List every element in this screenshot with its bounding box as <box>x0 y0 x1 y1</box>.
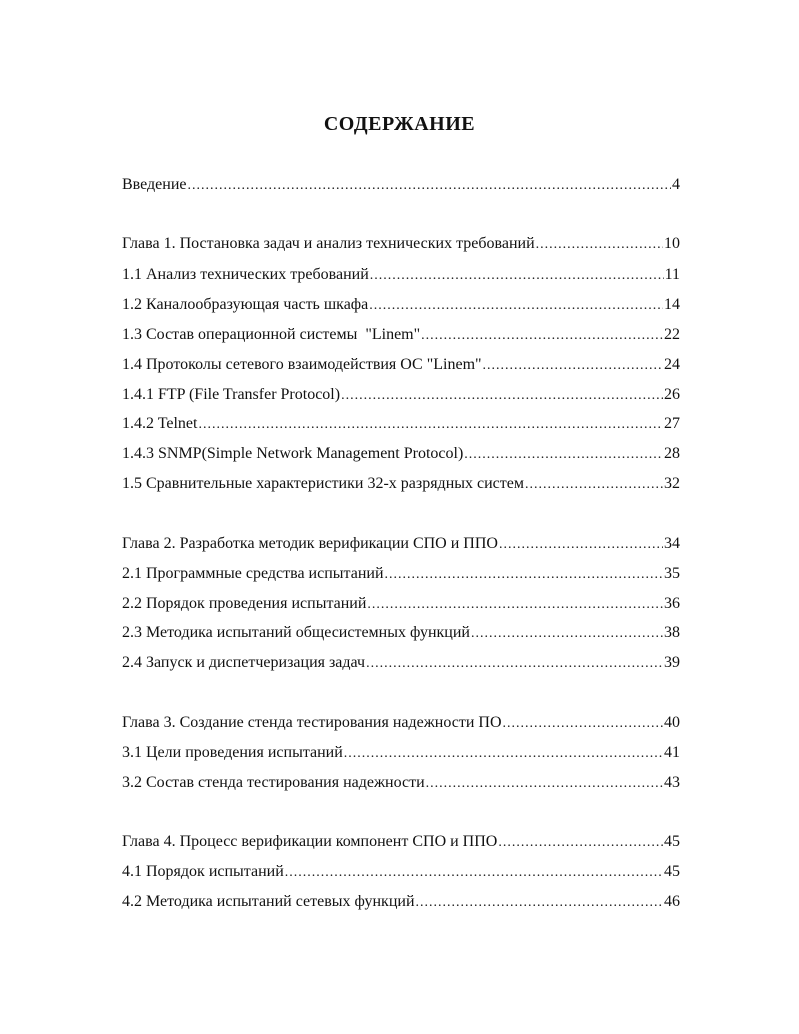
toc-entry-chapter-4 <box>122 832 680 853</box>
toc-entry-2-2 <box>122 594 680 615</box>
dot-leader <box>464 445 663 465</box>
toc-entry-chapter-1 <box>122 234 680 255</box>
dot-leader <box>385 565 663 585</box>
dot-leader <box>366 654 663 674</box>
toc-entry-label: 1.1 Анализ технических требований <box>122 266 369 283</box>
toc-entry-page: 39 <box>664 654 680 671</box>
toc-entry-2-1 <box>122 564 680 585</box>
toc-entry-label: 4.1 Порядок испытаний <box>122 863 284 880</box>
toc-entry-1-2 <box>122 295 680 316</box>
dot-leader <box>198 415 663 435</box>
dot-leader <box>341 386 663 406</box>
toc-entry-chapter-3 <box>122 713 680 734</box>
dot-leader <box>483 356 663 376</box>
toc-entry-page: 28 <box>664 445 680 462</box>
toc-entry-label: 1.4.1 FTP (File Transfer Protocol) <box>122 386 341 403</box>
dot-leader <box>525 475 663 495</box>
dot-leader <box>503 714 663 734</box>
toc-entry-label: 2.1 Программные средства испытаний <box>122 565 384 582</box>
toc-entry-1-4-2 <box>122 414 680 435</box>
toc-entry-page: 38 <box>664 624 680 641</box>
toc-entry-4-1 <box>122 862 680 883</box>
toc-entry-page: 45 <box>664 863 680 880</box>
toc-entry-label: 4.2 Методика испытаний сетевых функций <box>122 893 415 910</box>
toc-entry-1-4-3 <box>122 444 680 465</box>
toc-entry-1-5 <box>122 474 680 495</box>
toc-entry-1-4-1 <box>122 385 680 406</box>
toc-entry-page: 46 <box>664 893 680 910</box>
dot-leader <box>285 863 663 883</box>
toc-entry-2-3 <box>122 623 680 644</box>
toc-entry-label: 2.2 Порядок проведения испытаний <box>122 595 367 612</box>
dot-leader <box>536 235 663 255</box>
dot-leader <box>188 176 672 196</box>
toc-entry-page: 32 <box>664 475 680 492</box>
toc-entry-1-1 <box>122 265 680 286</box>
toc-entry-label: Глава 2. Разработка методик верификации СПО и ППО <box>122 535 498 552</box>
toc-entry-page: 10 <box>664 235 680 252</box>
dot-leader <box>499 535 663 555</box>
toc-entry-label: 1.2 Каналообразующая часть шкафа <box>122 296 369 313</box>
dot-leader <box>369 296 663 316</box>
toc-entry-label: Глава 1. Постановка задач и анализ технических требований <box>122 235 535 252</box>
toc-entry-page: 36 <box>664 595 680 612</box>
toc-entry-label: 1.5 Сравнительные характеристики 32-х разрядных систем <box>122 475 524 492</box>
toc-entry-page: 40 <box>664 714 680 731</box>
dot-leader <box>416 893 663 913</box>
toc-entry-2-4 <box>122 653 680 674</box>
dot-leader <box>344 744 663 764</box>
dot-leader <box>471 624 663 644</box>
dot-leader <box>498 833 663 853</box>
toc-entry-chapter-2 <box>122 534 680 555</box>
toc-entry-label: 3.2 Состав стенда тестирования надежности <box>122 774 425 791</box>
toc-entry-page: 43 <box>664 774 680 791</box>
toc-entry-page: 34 <box>664 535 680 552</box>
dot-leader <box>426 774 663 794</box>
toc-entry-page: 35 <box>664 565 680 582</box>
page-title: СОДЕРЖАНИЕ <box>323 113 476 135</box>
toc-entry-introduction <box>122 175 680 196</box>
toc-entry-page: 45 <box>664 833 680 850</box>
toc-entry-page: 26 <box>664 386 680 403</box>
toc-entry-label: Введение <box>122 176 187 193</box>
toc-entry-label: 2.3 Методика испытаний общесистемных функций <box>122 624 470 641</box>
toc-entry-3-1 <box>122 743 680 764</box>
dot-leader <box>367 595 663 615</box>
toc-entry-4-2 <box>122 892 680 913</box>
toc-entry-page: 41 <box>664 744 680 761</box>
toc-entry-3-2 <box>122 773 680 794</box>
toc-entry-page: 14 <box>664 296 680 313</box>
toc-entry-label: 1.4.3 SNMP(Simple Network Management Protocol) <box>122 445 464 462</box>
toc-entry-label: 2.4 Запуск и диспетчеризация задач <box>122 654 366 671</box>
toc-entry-1-4 <box>122 355 680 376</box>
toc-entry-label: 1.3 Состав операционной системы "Linem" <box>122 326 421 343</box>
toc-entry-page: 4 <box>672 176 680 193</box>
toc-entry-label: Глава 4. Процесс верификации компонент СПО и ППО <box>122 833 498 850</box>
dot-leader <box>421 326 663 346</box>
dot-leader <box>370 266 664 286</box>
toc-entry-page: 22 <box>664 326 680 343</box>
toc-entry-label: 3.1 Цели проведения испытаний <box>122 744 343 761</box>
toc-entry-page: 27 <box>664 415 680 432</box>
toc-entry-page: 24 <box>664 356 680 373</box>
toc-entry-page: 11 <box>664 266 680 283</box>
toc-entry-label: 1.4 Протоколы сетевого взаимодействия ОС "Linem" <box>122 356 482 373</box>
toc-entry-label: Глава 3. Создание стенда тестирования надежности ПО <box>122 714 502 731</box>
toc-entry-label: 1.4.2 Telnet <box>122 415 198 432</box>
toc-entry-1-3 <box>122 325 680 346</box>
